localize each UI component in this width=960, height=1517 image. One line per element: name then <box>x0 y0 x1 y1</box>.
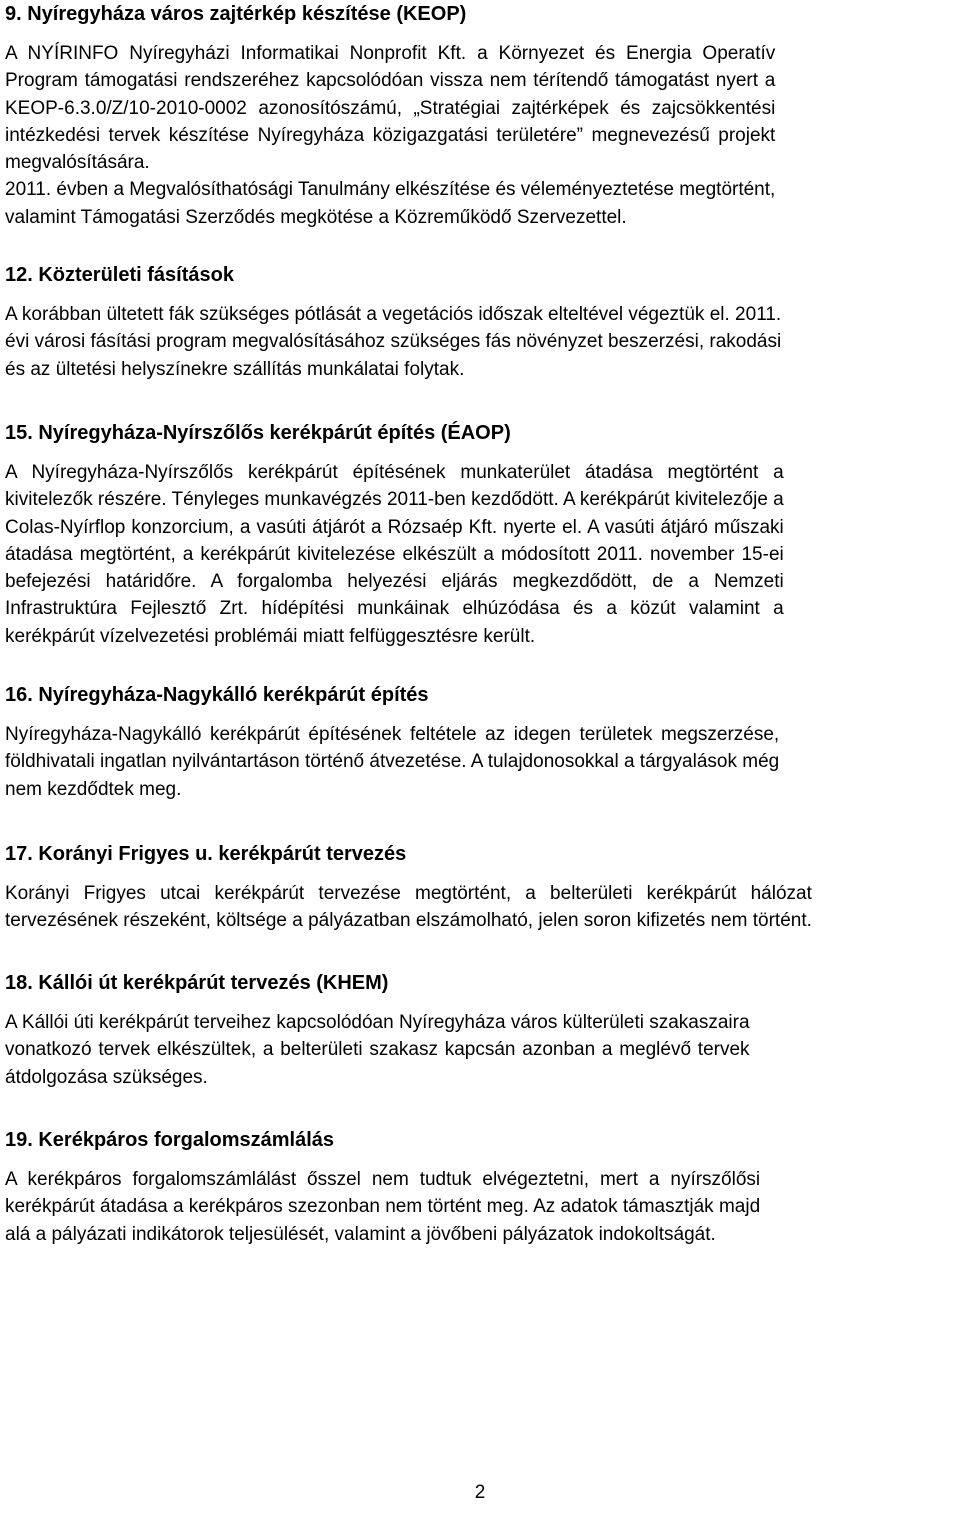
text-line: kerékpárút átadása a kerékpáros szezonban nem történt meg. Az adatok támasztják majd <box>5 1196 761 1218</box>
text-line: nem kezdődtek meg. <box>5 778 182 800</box>
text-line: átdolgozása szükséges. <box>5 1066 208 1088</box>
section-koranyi-bike-path-design <box>5 842 812 935</box>
text-line: Korányi Frigyes utcai kerékpárút tervezése megtörtént, a belterületi kerékpárút hálózat <box>5 883 812 904</box>
text-line: A Nyíregyháza-Nyírszőlős kerékpárút építésének munkaterület átadása megtörtént a <box>5 462 784 483</box>
text-line: intézkedési tervek készítése Nyíregyháza közigazgatási területére” megnevezésű projekt <box>5 124 776 146</box>
text-line: évi városi fásítási program megvalósításához szükséges fás növényzet beszerzési, rakodási <box>5 331 782 353</box>
section-kalloi-bike-path-design <box>5 971 750 1091</box>
section-heading: 15. Nyíregyháza-Nyírszőlős kerékpárút építés (ÉAOP) <box>5 422 511 444</box>
section-paragraph <box>5 880 812 935</box>
text-line: vonatkozó tervek elkészültek, a belterületi szakasz kapcsán azonban a meglévő tervek <box>5 1039 750 1061</box>
section-nyirszolos-bike-path <box>5 421 784 650</box>
text-line: Nyíregyháza-Nagykálló kerékpárút építésének feltétele az idegen területek megszerzése, <box>5 724 780 745</box>
section-paragraph <box>5 40 775 231</box>
section-heading: 18. Kállói út kerékpárút tervezés (KHEM) <box>5 972 389 994</box>
text-line: alá a pályázati indikátorok teljesülését, valamint a jövőbeni pályázatok indokoltságát. <box>5 1223 716 1245</box>
text-line: kivitelezők részére. Tényleges munkavégzés 2011-ben kezdődött. A kerékpárút kivitelezője a <box>5 489 784 511</box>
section-nagykallo-bike-path <box>5 683 779 803</box>
section-keop-noise-map <box>5 2 775 231</box>
section-heading: 17. Korányi Frigyes u. kerékpárút tervezés <box>5 843 407 865</box>
text-line: Program támogatási rendszeréhez kapcsolódóan vissza nem térítendő támogatást nyert a <box>5 70 776 92</box>
section-heading: 16. Nyíregyháza-Nagykálló kerékpárút építés <box>5 684 429 706</box>
text-line: KEOP-6.3.0/Z/10-2010-0002 azonosítószámú, „Stratégiai zajtérképek és zajcsökkentési <box>5 97 776 119</box>
text-line: átadása megtörtént, a kerékpárút kivitelezése elkészült a módosított 2011. november 15-ei <box>5 543 784 565</box>
section-bike-traffic-count <box>5 1128 760 1248</box>
text-line: megvalósítására. <box>5 152 150 174</box>
section-paragraph <box>5 721 779 803</box>
text-line: befejezési határidőre. A forgalomba helyezési eljárás megkezdődött, de a Nemzeti <box>5 571 784 593</box>
section-heading: 19. Kerékpáros forgalomszámlálás <box>5 1129 335 1151</box>
text-line: kerékpárút vízelvezetési problémái miatt felfüggesztésre került. <box>5 625 536 647</box>
text-line: A kerékpáros forgalomszámlálást ősszel nem tudtuk elvégeztetni, mert a nyírszőlősi <box>5 1169 761 1190</box>
text-line: és az ültetési helyszínekre szállítás munkálatai folytak. <box>5 358 465 380</box>
text-line: földhivatali ingatlan nyilvántartáson történő átvezetése. A tulajdonosokkal a tárgyalások még <box>5 751 780 773</box>
section-paragraph <box>5 1166 760 1248</box>
section-tree-planting <box>5 263 781 383</box>
page-number: 2 <box>474 1482 486 1503</box>
section-paragraph <box>5 459 784 650</box>
text-line: A NYÍRINFO Nyíregyházi Informatikai Nonprofit Kft. a Környezet és Energia Operatív <box>5 43 776 64</box>
section-heading: 12. Közterületi fásítások <box>5 264 234 286</box>
text-line: 2011. évben a Megvalósíthatósági Tanulmány elkészítése és véleményeztetése megtörtént, <box>5 179 776 201</box>
text-line: tervezésének részeként, költsége a pályázatban elszámolható, jelen soron kifizetés nem történt. <box>5 910 812 932</box>
section-paragraph <box>5 301 781 383</box>
text-line: Infrastruktúra Fejlesztő Zrt. hídépítési munkáinak elhúzódása és a közút valamint a <box>5 598 784 620</box>
text-line: valamint Támogatási Szerződés megkötése a Közreműködő Szervezettel. <box>5 206 627 228</box>
section-heading: 9. Nyíregyháza város zajtérkép készítése (KEOP) <box>5 3 467 25</box>
text-line: A korábban ültetett fák szükséges pótlását a vegetációs időszak elteltével végeztük el. 2011. <box>5 304 782 325</box>
section-paragraph <box>5 1009 750 1091</box>
text-line: Colas-Nyírflop konzorcium, a vasúti átjárót a Rózsaép Kft. nyerte el. A vasúti átjáró műszaki <box>5 516 784 538</box>
text-line: A Kállói úti kerékpárút terveihez kapcsolódóan Nyíregyháza város külterületi szakaszaira <box>5 1012 750 1033</box>
